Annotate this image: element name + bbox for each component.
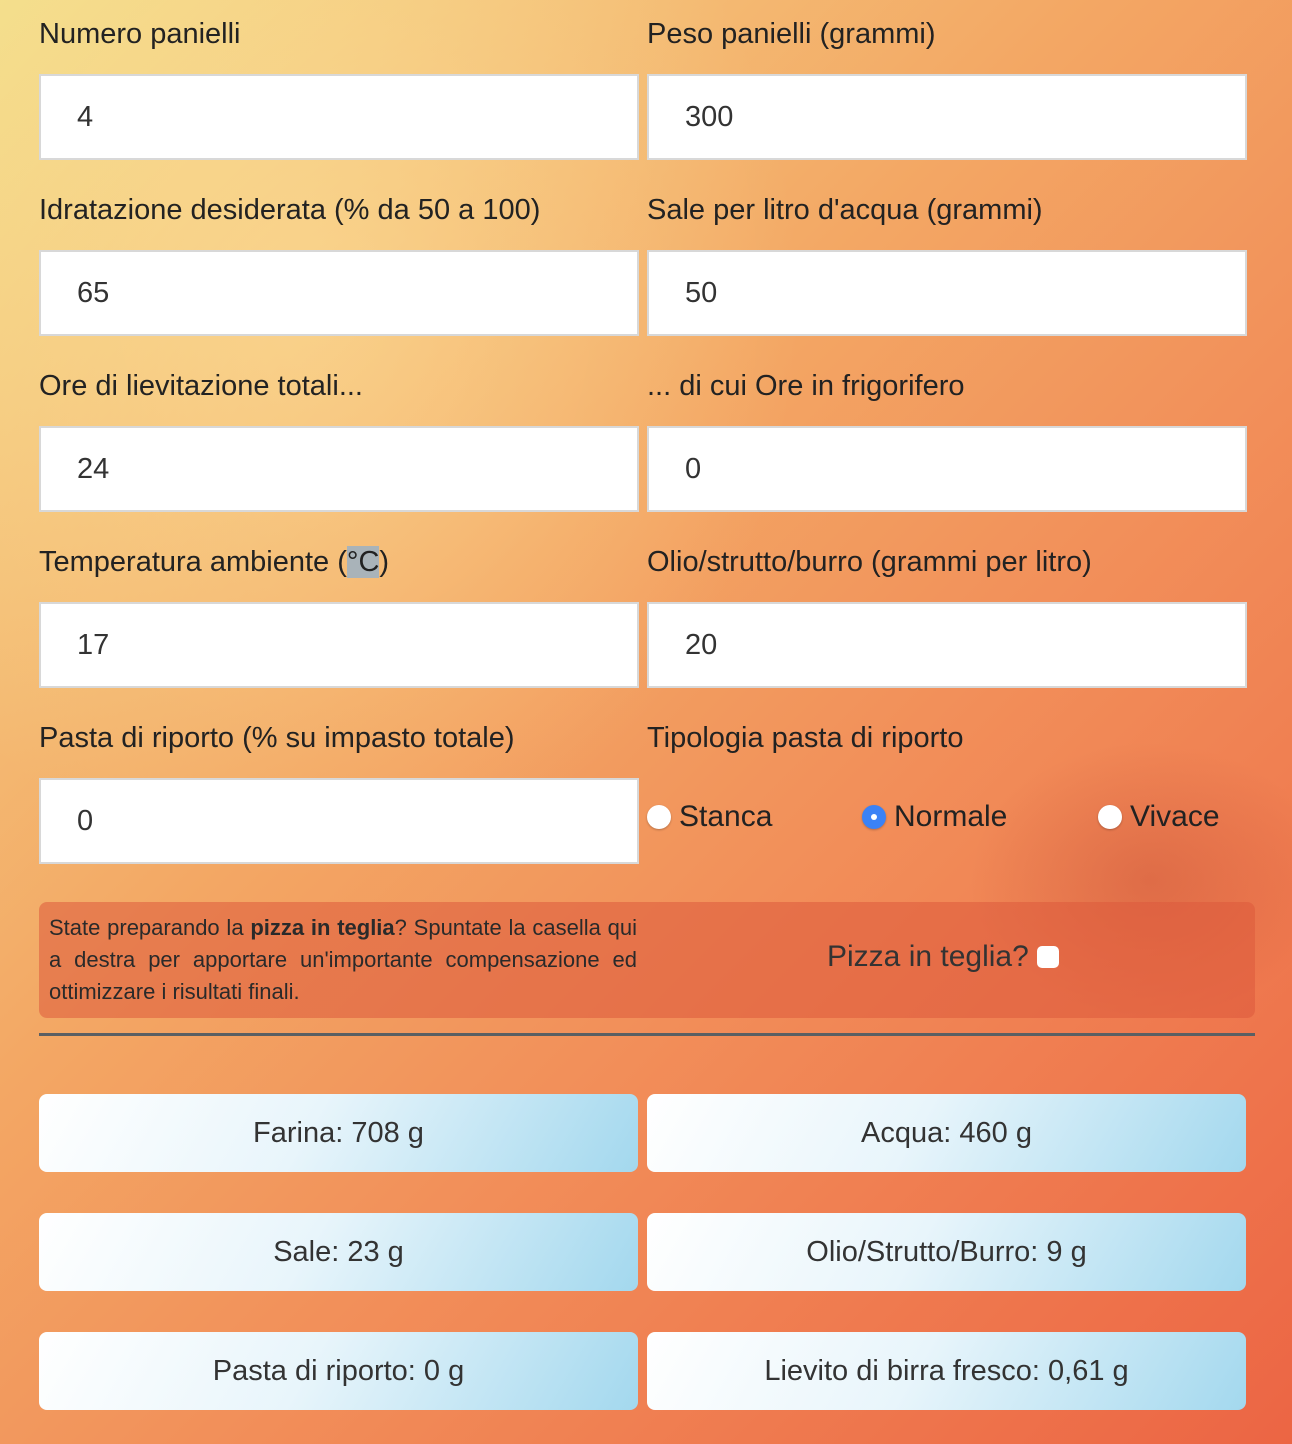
ore-frigo-input[interactable]: 0 [647,426,1247,512]
result-olio: Olio/Strutto/Burro: 9 g [647,1213,1246,1291]
radio-stanca-circle[interactable] [647,805,671,829]
label-temperatura-text: Temperatura ambiente ( [39,546,347,578]
radio-normale[interactable] [862,800,1007,834]
label-pasta-riporto: Pasta di riporto (% su impasto totale) [39,722,515,754]
label-peso-panielli: Peso panielli (grammi) [647,18,936,50]
label-temperatura [39,546,389,579]
notice-text-bold: pizza in teglia [250,915,395,940]
temperatura-input[interactable]: 17 [39,602,639,688]
label-tipologia: Tipologia pasta di riporto [647,722,964,754]
olio-input[interactable]: 20 [647,602,1247,688]
label-ore-totali: Ore di lievitazione totali... [39,370,363,402]
label-idratazione: Idratazione desiderata (% da 50 a 100) [39,194,541,226]
tipologia-radio-group [647,800,1247,844]
result-farina: Farina: 708 g [39,1094,638,1172]
label-ore-frigo: ... di cui Ore in frigorifero [647,370,965,402]
ore-totali-input[interactable]: 24 [39,426,639,512]
section-divider [39,1033,1255,1036]
result-acqua: Acqua: 460 g [647,1094,1246,1172]
result-pasta-riporto: Pasta di riporto: 0 g [39,1332,638,1410]
radio-vivace-label[interactable]: Vivace [1130,800,1220,833]
notice-text-pre: State preparando la [49,915,251,940]
radio-normale-circle[interactable] [862,805,886,829]
label-numero-panielli: Numero panielli [39,18,241,50]
pizza-teglia-checkbox[interactable] [1037,946,1059,968]
peso-panielli-input[interactable]: 300 [647,74,1247,160]
sale-input[interactable]: 50 [647,250,1247,336]
label-temperatura-unit-highlight: °C [346,546,380,578]
label-temperatura-close: ) [379,546,390,578]
result-sale: Sale: 23 g [39,1213,638,1291]
pizza-teglia-notice [39,902,1255,1018]
pizza-teglia-label[interactable]: Pizza in teglia? [827,940,1029,973]
label-sale: Sale per litro d'acqua (grammi) [647,194,1043,226]
pizza-teglia-toggle[interactable] [827,940,1059,974]
pasta-riporto-input[interactable]: 0 [39,778,639,864]
radio-stanca[interactable] [647,800,772,834]
numero-panielli-input[interactable]: 4 [39,74,639,160]
notice-text-post: ? Spuntate la casella qui a destra per apportare un'importante compensazione ed ottimizzare i risultati finali. [49,915,637,1004]
notice-text [49,912,637,1008]
radio-vivace-circle[interactable] [1098,805,1122,829]
idratazione-input[interactable]: 65 [39,250,639,336]
radio-vivace[interactable] [1098,800,1220,834]
result-lievito: Lievito di birra fresco: 0,61 g [647,1332,1246,1410]
radio-stanca-label[interactable]: Stanca [679,800,773,833]
radio-normale-label[interactable]: Normale [894,800,1008,833]
label-olio: Olio/strutto/burro (grammi per litro) [647,546,1092,578]
